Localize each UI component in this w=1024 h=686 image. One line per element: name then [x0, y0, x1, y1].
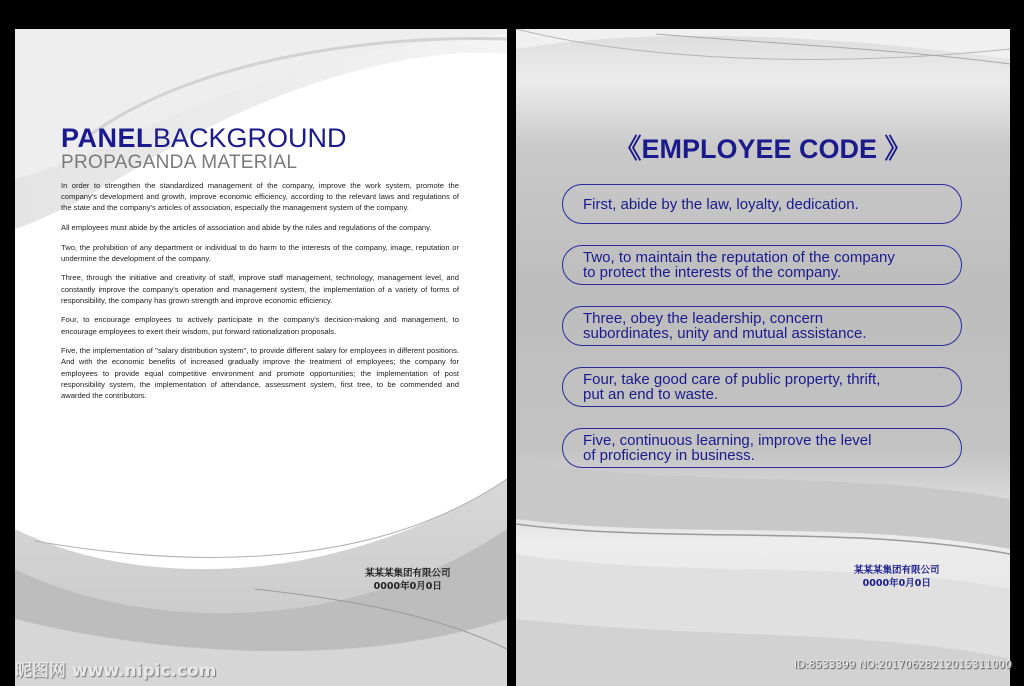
company-name: 某某某集团有限公司	[365, 568, 451, 579]
code-item-line: put an end to waste.	[583, 386, 719, 403]
paragraph: Five, the implementation of "salary distribution system", to provide different salary for employees in different positions. And with the economic benefits of increased gradually improve the treatment of employees; the company for employees to provide equal competitive environment and promote opportunities; the implementation of post responsibility system, the implementation of attendance, assessment system, first tree, to be commended and awarded the contributors.	[61, 346, 459, 400]
code-item-line: Five, continuous learning, improve the level	[583, 432, 872, 449]
code-item-line: Three, obey the leadership, concern	[583, 310, 824, 327]
paragraph: Two, the prohibition of any department or individual to do harm to the interests of the company, image, reputation or undermine the development of the company.	[61, 242, 459, 263]
watermark-logo: 昵图网 www.nipic.com	[15, 661, 217, 681]
company-name: 某某某集团有限公司	[854, 565, 940, 576]
company-signature	[854, 564, 940, 590]
company-date: 0000年0月0日	[862, 578, 931, 589]
code-item	[562, 428, 962, 468]
right-panel	[516, 29, 1010, 686]
code-item-line: of proficiency in business.	[583, 447, 755, 464]
body-text	[61, 180, 459, 410]
title-bold: PANEL	[61, 123, 154, 153]
code-item	[562, 306, 962, 346]
title-regular: BACKGROUND	[153, 123, 347, 153]
code-item	[562, 245, 962, 285]
paragraph: Three, through the initiative and creativity of staff, improve staff management, technology, management level, and constantly improve the company's operation and management system, the implementation of a variety of forms of responsibility, the company has grown strength and improve economic efficiency.	[61, 273, 459, 305]
code-item-line: to protect the interests of the company.	[583, 264, 842, 281]
code-item-line: subordinates, unity and mutual assistance.	[583, 325, 867, 342]
company-date: 0000年0月0日	[373, 581, 442, 592]
watermark-id: ID:8533399 NO:20170628212015311000	[794, 659, 1012, 671]
code-item-line: Four, take good care of public property, thrift,	[583, 371, 881, 388]
paragraph: All employees must abide by the articles of association and abide by the rules and regulations of the company.	[61, 223, 432, 232]
paragraph: Four, to encourage employees to actively participate in the company's decision-making and management, to encourage employees to exert their wisdom, put forward rationalization proposals.	[61, 315, 459, 336]
code-item	[562, 184, 962, 224]
company-signature	[365, 567, 451, 593]
employee-code-title: 《EMPLOYEE CODE 》	[614, 134, 912, 164]
paragraph: In order to strengthen the standardized management of the company, improve the work system, promote the company's development and growth, improve economic efficiency, according to the relevant laws and regulations of the state and the company's articles of association, especially the management system of the company.	[61, 181, 459, 213]
code-item-line: First, abide by the law, loyalty, dedication.	[583, 195, 859, 213]
code-item-line: Two, to maintain the reputation of the company	[583, 249, 895, 266]
panel-subtitle: PROPAGANDA MATERIAL	[61, 152, 298, 173]
code-item	[562, 367, 962, 407]
left-panel	[15, 29, 507, 686]
panel-title	[61, 125, 347, 152]
